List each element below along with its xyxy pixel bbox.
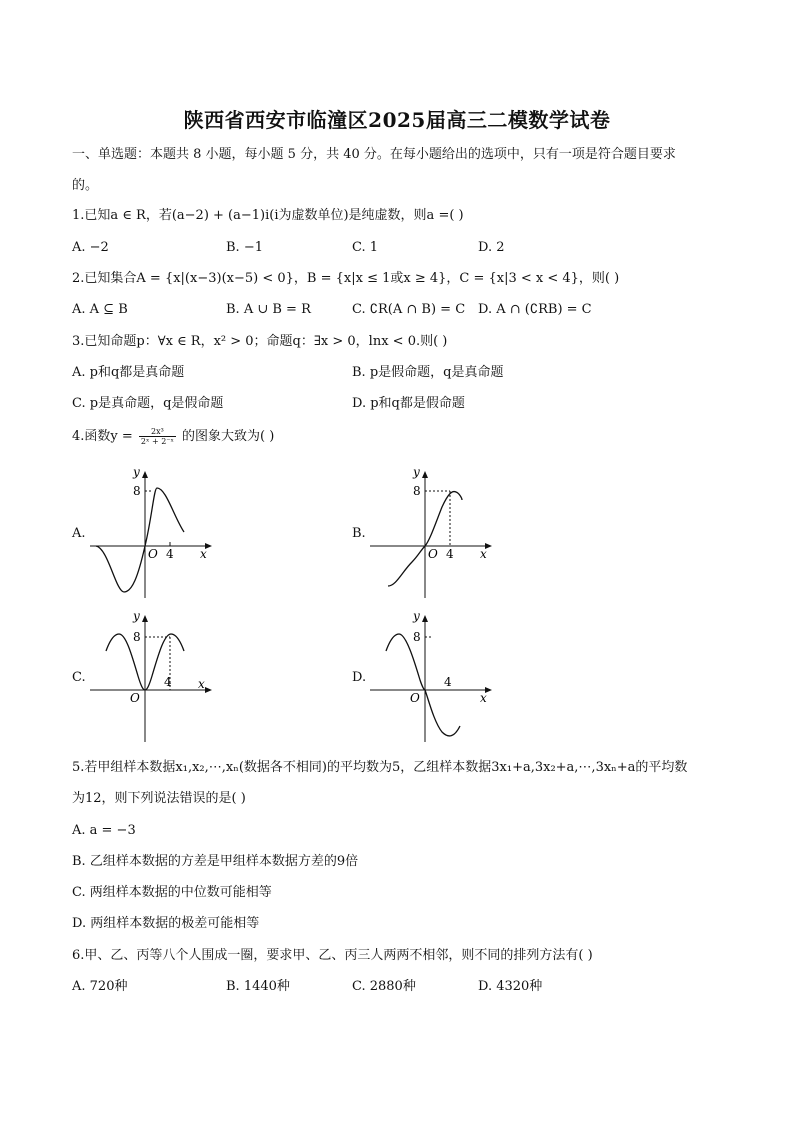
q4-fraction-denominator: 2ˣ + 2⁻ˣ: [140, 437, 174, 446]
graph-d-y-arrow: [422, 615, 428, 622]
q4-suffix: 的图象大致为( ): [182, 429, 275, 444]
graph-b-x-tick-label: 4: [446, 547, 454, 561]
graph-a-x-axis-label: x: [200, 547, 207, 561]
graph-a-y-tick-label: 8: [133, 484, 141, 498]
q5-option-b: B. 乙组样本数据的方差是甲组样本数据方差的9倍: [72, 854, 359, 869]
graph-c-label: C.: [72, 670, 86, 685]
graph-b: [366, 462, 496, 602]
graph-d: [366, 606, 496, 746]
q2-option-a: A. A ⊆ B: [72, 302, 128, 317]
graph-c-x-axis-label: x: [198, 677, 205, 691]
q3-option-c: C. p是真命题，q是假命题: [72, 396, 224, 411]
graph-b-y-tick-label: 8: [413, 484, 421, 498]
question-6-stem: 6.甲、乙、丙等八个人围成一圈，要求甲、乙、丙三人两两不相邻，则不同的排列方法有( ): [72, 948, 593, 963]
section-instructions-line2: 的。: [72, 178, 99, 193]
q3-option-d: D. p和q都是假命题: [352, 396, 465, 411]
graph-d-y-tick-label: 8: [413, 630, 421, 644]
graph-b-y-axis-label: y: [413, 465, 420, 479]
q1-option-b: B. −1: [226, 240, 263, 255]
question-5-stem-line2: 为12，则下列说法错误的是( ): [72, 791, 246, 806]
graph-c-y-arrow: [142, 615, 148, 622]
q2-option-b: B. A ∪ B = R: [226, 302, 311, 317]
graph-a: [86, 462, 216, 602]
q4-fraction: [139, 427, 176, 446]
q2-option-c: C. ∁R(A ∩ B) = C: [352, 302, 466, 317]
question-5-stem-line1: 5.若甲组样本数据x₁,x₂,⋯,xₙ(数据各不相同)的平均数为5，乙组样本数据3x₁+a,3x₂+a,⋯,3xₙ+a的平均数: [72, 760, 688, 775]
q6-option-d: D. 4320种: [478, 979, 543, 994]
graph-d-label: D.: [352, 670, 367, 685]
q5-option-c: C. 两组样本数据的中位数可能相等: [72, 885, 272, 900]
q6-option-c: C. 2880种: [352, 979, 416, 994]
question-2-stem: 2.已知集合A = {x|(x−3)(x−5) < 0}，B = {x|x ≤ 1或x ≥ 4}，C = {x|3 < x < 4}，则( ): [72, 271, 620, 286]
graph-d-x-axis-label: x: [480, 691, 487, 705]
graph-d-origin-label: O: [410, 691, 420, 705]
q5-option-d: D. 两组样本数据的极差可能相等: [72, 916, 260, 931]
graph-c: [86, 606, 216, 746]
graph-a-curve: [96, 488, 184, 592]
graph-c-y-tick-label: 8: [133, 630, 141, 644]
question-4-stem: [72, 427, 274, 446]
graph-a-label: A.: [72, 526, 86, 541]
q2-option-d: D. A ∩ (∁RB) = C: [478, 302, 592, 317]
q3-option-a: A. p和q都是真命题: [72, 365, 185, 380]
graph-c-y-axis-label: y: [133, 609, 140, 623]
graph-d-x-tick-label: 4: [444, 675, 452, 689]
q1-option-d: D. 2: [478, 240, 505, 255]
graph-b-y-arrow: [422, 471, 428, 478]
graph-b-x-axis-label: x: [480, 547, 487, 561]
question-3-stem: 3.已知命题p：∀x ∈ R，x² > 0；命题q：∃x > 0，lnx < 0.则( ): [72, 334, 448, 349]
graph-a-origin-label: O: [148, 547, 158, 561]
graph-b-origin-label: O: [428, 547, 438, 561]
graph-a-y-axis-label: y: [133, 465, 140, 479]
page-title: 陕西省西安市临潼区2025届高三二模数学试卷: [183, 108, 611, 132]
q1-option-a: A. −2: [72, 240, 109, 255]
q3-option-b: B. p是假命题，q是真命题: [352, 365, 504, 380]
q5-option-a: A. a = −3: [72, 823, 136, 838]
question-1-stem: 1.已知a ∈ R，若(a−2) + (a−1)i(i为虚数单位)是纯虚数，则a =( ): [72, 208, 464, 223]
q4-fraction-numerator: 2x³: [139, 427, 176, 437]
graph-c-origin-label: O: [130, 691, 140, 705]
graph-d-y-axis-label: y: [413, 609, 420, 623]
graph-b-label: B.: [352, 526, 366, 541]
q4-prefix: 4.函数y =: [72, 429, 133, 444]
q6-option-a: A. 720种: [72, 979, 128, 994]
graph-a-y-arrow: [142, 471, 148, 478]
graph-c-x-arrow: [205, 687, 212, 693]
q1-option-c: C. 1: [352, 240, 379, 255]
graph-c-x-tick-label: 4: [164, 675, 172, 689]
q6-option-b: B. 1440种: [226, 979, 290, 994]
section-instructions-line1: 一、单选题：本题共 8 小题，每小题 5 分，共 40 分。在每小题给出的选项中，只有一项是符合题目要求: [72, 147, 676, 162]
graph-a-x-tick-label: 4: [166, 547, 174, 561]
